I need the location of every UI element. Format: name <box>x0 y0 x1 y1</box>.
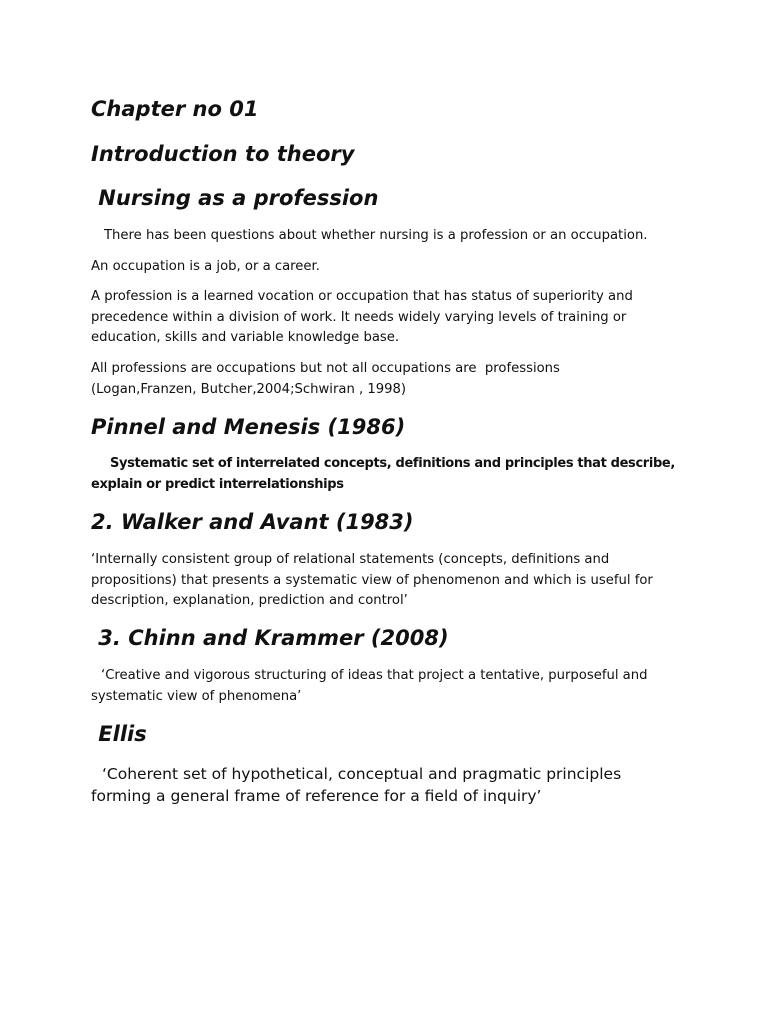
chinn-definition: ‘Creative and vigorous structuring of ideas that project a tentative, purposeful and systematic view of phenomena’ <box>91 668 648 704</box>
ellis-heading: Ellis <box>91 722 147 746</box>
nursing-heading: Nursing as a profession <box>91 186 379 210</box>
questions-paragraph: There has been questions about whether nursing is a profession or an occupation. <box>104 228 648 243</box>
walker-heading: 2. Walker and Avant (1983) <box>91 510 414 534</box>
walker-definition: ‘Internally consistent group of relational statements (concepts, definitions and propositions) that presents a systematic view of phenomenon and which is useful for description, explanation, prediction and control’ <box>91 552 653 608</box>
intro-heading: Introduction to theory <box>91 142 355 166</box>
chinn-heading: 3. Chinn and Krammer (2008) <box>91 626 449 650</box>
all-professions-paragraph: All professions are occupations but not all occupations are professions (Logan,Franzen, Butcher,2004;Schwiran , 1998) <box>91 361 565 397</box>
pinnel-definition: Systematic set of interrelated concepts, definitions and principles that describe, explain or predict interrelationships <box>91 456 675 492</box>
occupation-paragraph: An occupation is a job, or a career. <box>91 259 320 274</box>
profession-paragraph: A profession is a learned vocation or occupation that has status of superiority and precedence within a division of work. It needs widely varying levels of training or education, skills and variable knowledge base. <box>91 289 633 345</box>
pinnel-heading: Pinnel and Menesis (1986) <box>91 415 406 439</box>
ellis-definition: ‘Coherent set of hypothetical, conceptual and pragmatic principles forming a general frame of reference for a field of inquiry’ <box>91 765 622 805</box>
chapter-heading: Chapter no 01 <box>91 97 259 121</box>
